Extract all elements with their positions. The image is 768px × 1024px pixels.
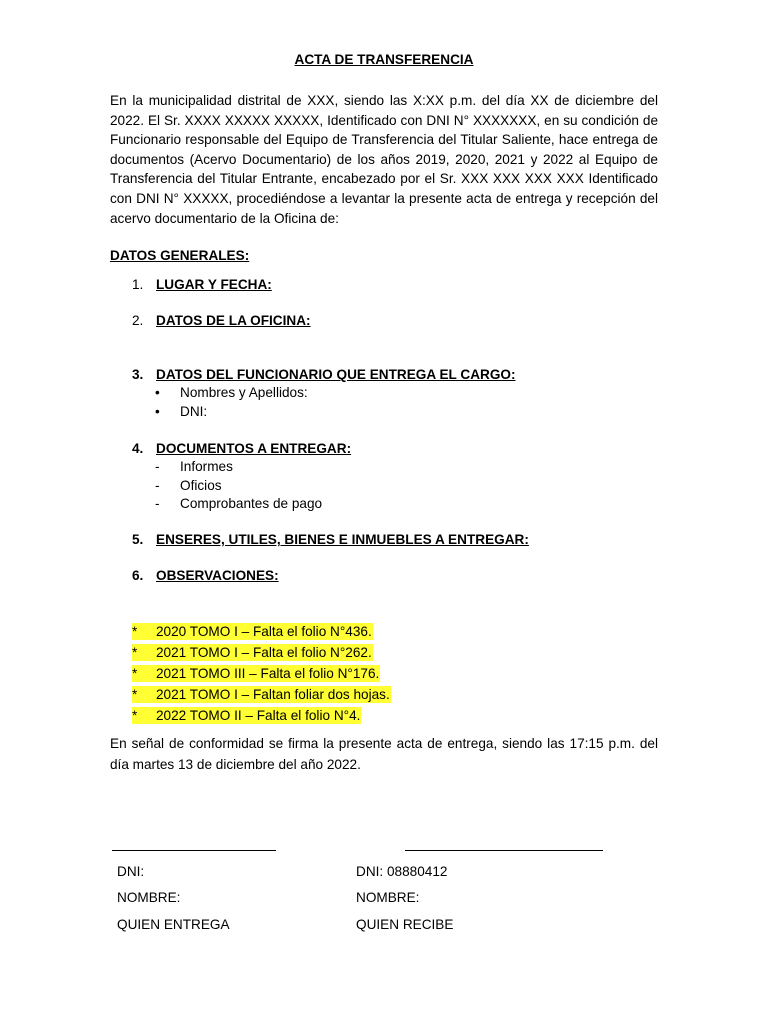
dash-icon: - bbox=[155, 459, 160, 474]
signature-line-right bbox=[405, 850, 603, 851]
observation-text: 2022 TOMO II – Falta el folio N°4. bbox=[156, 708, 361, 723]
item-label: ENSERES, UTILES, BIENES E INMUEBLES A ENTREGAR: bbox=[156, 532, 529, 547]
observation-item bbox=[132, 663, 391, 684]
observation-item bbox=[132, 642, 391, 663]
list-item bbox=[155, 459, 322, 478]
observation-text: 2021 TOMO I – Faltan foliar dos hojas. bbox=[156, 687, 390, 702]
signature-right-dni: DNI: 08880412 bbox=[356, 864, 448, 879]
observation-text: 2021 TOMO I – Falta el folio N°262. bbox=[156, 645, 372, 660]
observation-item bbox=[132, 684, 391, 705]
asterisk-icon: * bbox=[132, 644, 155, 661]
field-label: DNI: bbox=[180, 403, 208, 419]
item-datos-oficina bbox=[132, 313, 311, 328]
item-label: DATOS DE LA OFICINA: bbox=[156, 313, 311, 328]
list-item bbox=[155, 385, 308, 404]
signature-right-role: QUIEN RECIBE bbox=[356, 917, 454, 932]
item-number: 1. bbox=[132, 277, 144, 292]
item-number: 3. bbox=[132, 367, 144, 382]
asterisk-icon: * bbox=[132, 686, 155, 703]
item-number: 6. bbox=[132, 568, 144, 583]
item-enseres bbox=[132, 532, 529, 547]
section-title-datos-generales: DATOS GENERALES: bbox=[110, 248, 250, 263]
signature-left-role: QUIEN ENTREGA bbox=[117, 917, 230, 932]
list-item bbox=[155, 404, 308, 423]
item-label: DATOS DEL FUNCIONARIO QUE ENTREGA EL CARGO: bbox=[156, 367, 516, 382]
asterisk-icon: * bbox=[132, 623, 155, 640]
signature-right-nombre: NOMBRE: bbox=[356, 890, 420, 905]
item-datos-funcionario bbox=[132, 367, 516, 382]
item-documentos bbox=[132, 441, 351, 456]
observation-text: 2020 TOMO I – Falta el folio N°436. bbox=[156, 624, 372, 639]
signature-left-dni: DNI: bbox=[117, 864, 145, 879]
list-item bbox=[155, 496, 322, 515]
asterisk-icon: * bbox=[132, 707, 155, 724]
item-observaciones bbox=[132, 568, 279, 583]
dash-icon: - bbox=[155, 496, 160, 511]
document-title: ACTA DE TRANSFERENCIA bbox=[294, 52, 474, 67]
item-lugar-fecha bbox=[132, 277, 272, 292]
observaciones-list bbox=[132, 621, 391, 726]
asterisk-icon: * bbox=[132, 665, 155, 682]
document-type: Oficios bbox=[180, 477, 222, 493]
intro-paragraph: En la municipalidad distrital de XXX, siendo las X:XX p.m. del día XX de diciembre del 2022. El Sr. XXXX XXXXX XXXXX, Identificado con DNI N° XXXXXXX, en su condición de Funcionario responsable del Equipo de Transferencia del Titular Saliente, hace entrega de documentos (Acervo Documentario) de los años 2019, 2020, 2021 y 2022 al Equipo de Transferencia del Titular Entrante, encabezado por el Sr. XXX XXX XXX XXX Identificado con DNI N° XXXXX, procediéndose a levantar la presente acta de entrega y recepción del acervo documentario de la Oficina de: bbox=[110, 93, 658, 226]
closing-paragraph: En señal de conformidad se firma la presente acta de entrega, siendo las 17:15 p.m. del día martes 13 de diciembre del año 2022. bbox=[110, 736, 658, 772]
observation-item bbox=[132, 621, 391, 642]
documentos-list bbox=[155, 459, 322, 515]
bullet-icon: • bbox=[155, 403, 160, 419]
item-number: 2. bbox=[132, 313, 144, 328]
bullet-icon: • bbox=[155, 385, 160, 400]
document-type: Informes bbox=[180, 459, 233, 474]
observation-item bbox=[132, 705, 391, 726]
signature-line-left bbox=[112, 850, 276, 851]
funcionario-fields-list bbox=[155, 385, 308, 422]
item-label: OBSERVACIONES: bbox=[156, 568, 279, 583]
item-label: DOCUMENTOS A ENTREGAR: bbox=[156, 441, 352, 456]
field-label: Nombres y Apellidos: bbox=[180, 385, 308, 400]
document-type: Comprobantes de pago bbox=[180, 496, 323, 511]
list-item bbox=[155, 478, 322, 497]
dash-icon: - bbox=[155, 477, 160, 493]
observation-text: 2021 TOMO III – Falta el folio N°176. bbox=[156, 666, 380, 681]
item-number: 5. bbox=[132, 532, 144, 547]
item-number: 4. bbox=[132, 441, 144, 456]
signature-left-nombre: NOMBRE: bbox=[117, 890, 181, 905]
item-label: LUGAR Y FECHA: bbox=[156, 277, 272, 292]
